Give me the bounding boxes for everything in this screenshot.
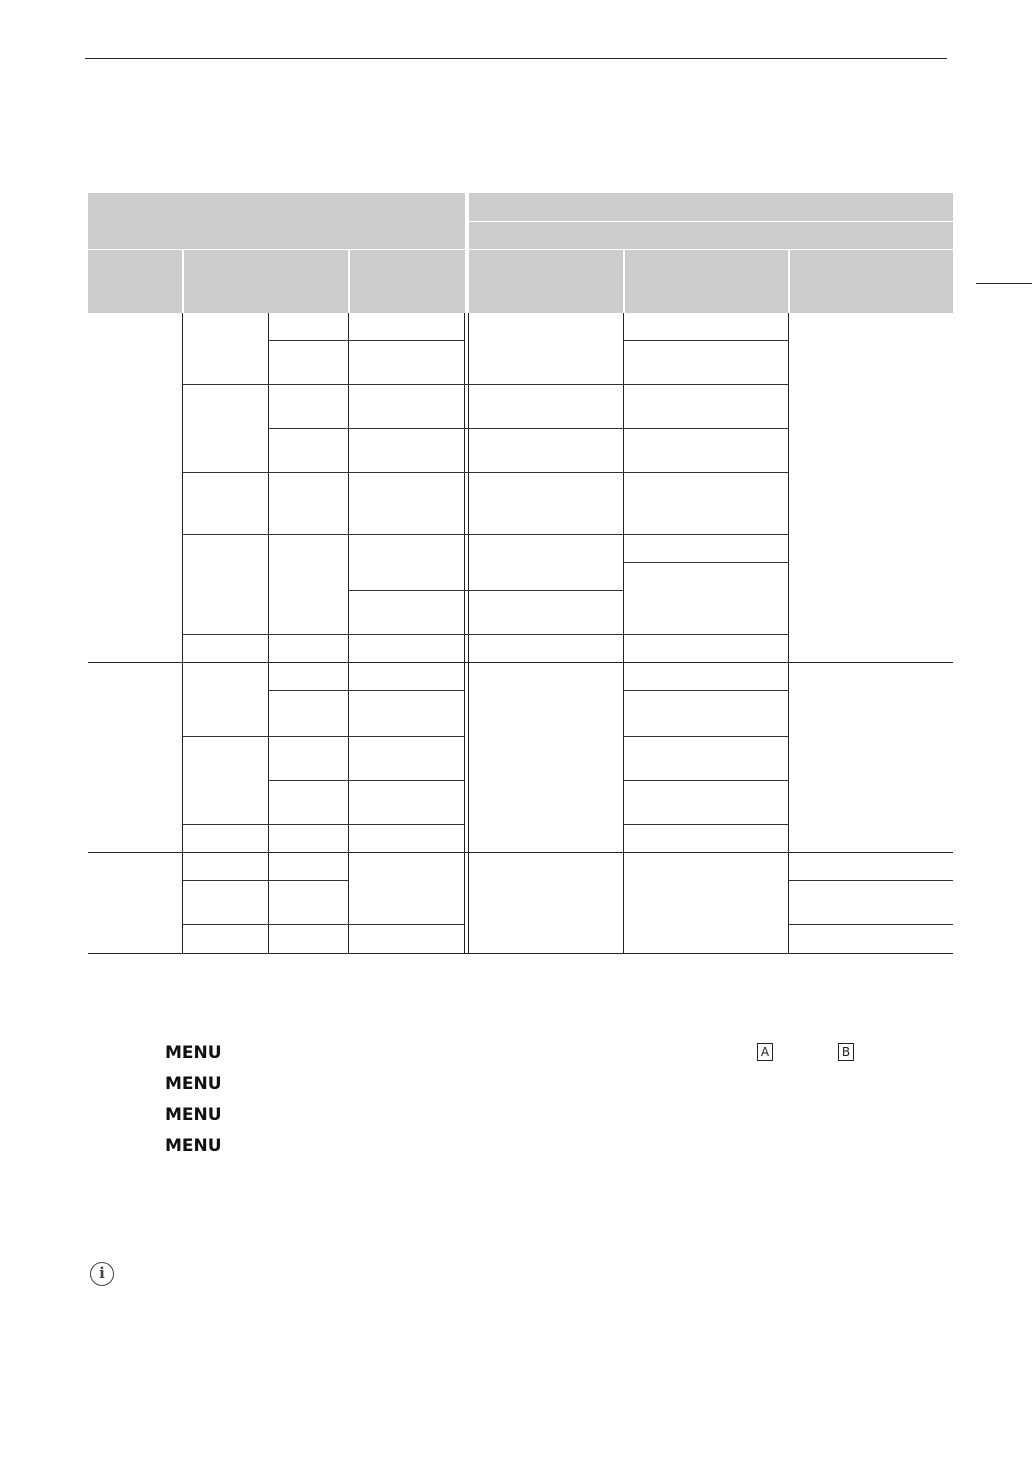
col-line xyxy=(788,313,789,954)
row-line xyxy=(182,534,788,535)
table-bottom xyxy=(88,953,953,954)
row-line xyxy=(624,736,788,737)
row-line xyxy=(182,634,788,635)
row-line xyxy=(182,384,788,385)
row-line xyxy=(789,880,953,881)
group-line xyxy=(88,662,953,663)
row-line xyxy=(182,924,464,925)
info-icon: i xyxy=(90,1262,114,1286)
header-col-sep xyxy=(623,250,625,313)
row-line xyxy=(268,690,464,691)
header-sep xyxy=(469,221,953,222)
header-sep xyxy=(88,249,953,250)
header-col-sep xyxy=(182,250,184,313)
table-header-right xyxy=(469,193,953,313)
boxed-letter-b: B xyxy=(838,1043,854,1061)
boxed-letter-a: A xyxy=(757,1043,773,1061)
row-line xyxy=(268,780,464,781)
row-line xyxy=(624,824,788,825)
table-header-left xyxy=(88,193,465,313)
row-line xyxy=(182,472,788,473)
menu-label: MENU xyxy=(165,1136,222,1156)
group-line xyxy=(88,852,953,853)
row-line xyxy=(789,924,953,925)
row-line xyxy=(624,780,788,781)
row-line xyxy=(348,590,624,591)
menu-label: MENU xyxy=(165,1043,222,1063)
menu-label: MENU xyxy=(165,1105,222,1125)
row-line xyxy=(182,824,464,825)
row-line xyxy=(624,690,788,691)
header-col-sep xyxy=(348,250,350,313)
row-line xyxy=(182,880,348,881)
row-line xyxy=(268,428,788,429)
header-rule xyxy=(85,58,947,59)
row-line xyxy=(182,736,464,737)
header-col-sep xyxy=(788,250,790,313)
side-tab-rule xyxy=(976,283,1032,284)
menu-label: MENU xyxy=(165,1074,222,1094)
row-line xyxy=(624,340,788,341)
row-line xyxy=(268,340,464,341)
row-line xyxy=(624,562,788,563)
